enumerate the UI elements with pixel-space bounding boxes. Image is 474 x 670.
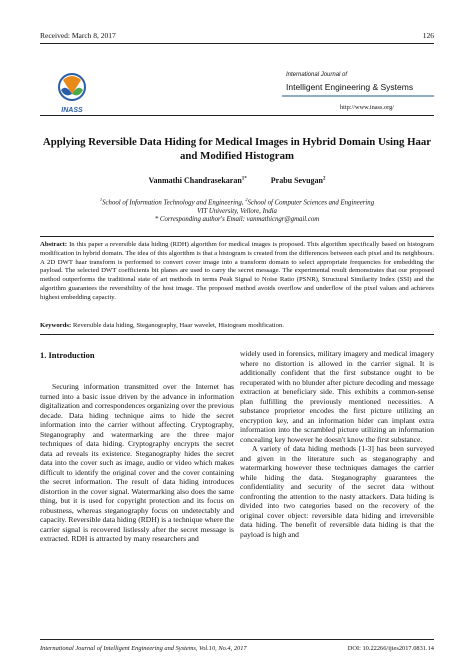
abstract-bottom-rule bbox=[40, 334, 434, 335]
column-left bbox=[40, 382, 234, 544]
title-top-rule bbox=[40, 115, 434, 116]
authors bbox=[40, 176, 434, 185]
col2-paragraph-1: widely used in forensics, military imagery and medical imagery where no distortion is allowed in the carrier signal. It is additionally confident that the first substance ought to be recuperated with no blunder after picture decoding and message extraction at beneficiary side. This exhibits a common-sense plan fulfilling the previously mentioned necessities. A substance proprietor encodes the first picture utilizing an encryption key, and an information hider can implant extra information into the scrambled picture utilizing an information concealing key however he doesn't know the first substance. bbox=[240, 349, 434, 444]
affil-university: VIT University, Vellore, India bbox=[197, 207, 277, 215]
svg-text:INASS: INASS bbox=[61, 107, 83, 114]
section-heading-introduction: 1. Introduction bbox=[40, 350, 95, 360]
keywords-text: Reversible data hiding, Steganography, Haar wavelet, Histogram modification. bbox=[72, 322, 284, 329]
author-2-sup: 2 bbox=[323, 176, 326, 182]
footer-rule bbox=[40, 639, 434, 640]
received-date: Received: March 8, 2017 bbox=[40, 31, 116, 40]
page-number: 126 bbox=[422, 31, 434, 40]
author-1-sup: 1* bbox=[241, 176, 247, 182]
affil-1: School of Information Technology and Engineering, bbox=[102, 199, 244, 207]
abstract bbox=[40, 241, 434, 302]
author-2: Prabu Sevugan bbox=[270, 176, 323, 185]
footer-journal: International Journal of Intelligent Engineering and Systems, Vol.10, No.4, 2017 bbox=[40, 645, 247, 652]
abstract-text: In this paper a reversible data hiding (RDH) algorithm for medical images is proposed. This algorithm specifically based on histogram modification in hybrid domain. The idea of this algorithm is that a histogram is created from the differences between each pixel and its neighbours. A 2D DWT haar transform is performed to convert cover image into a transform domain to select appropriate frequencies for embedding the payload. The selected DWT coefficients bit planes are used to carry the secret message. The experimental result demonstrates that our proposed method outperforms the traditional state of art methods in terms Peak Signal to Noise Ratio (PSNR), Structural Similarity Index (SSI) and the algorithm guarantees the reversibility of the host image. The proposed method avoids overflow and underflow of the pixel values and achieves highest embedding capacity. bbox=[40, 241, 435, 301]
affil-sup-2: 2 bbox=[245, 197, 248, 202]
col1-paragraph-1: Securing information transmitted over the Internet has turned into a basic issue driven by the advance in information digitalization and correspondences organizing over the previous decade. Data hiding technique aims to hide the secret information into the carrier without affecting. Cryptography, Steganography and watermarking are the three major techniques of data hiding. Cryptography encrypts the secret data ad reveals its existence. Steganography hides the secret data into the cover such as image, audio or video which makes difficult to identify the original cover and the cover containing the secret information. The result of data hiding introduces distortion in the cover signal. Watermarking also does the same thing, but it is used for copyright protection and its focus on robustness, whereas steganography focus on undetectably and capacity. Reversible data hiding (RDH) is a technique where the carrier signal is recovered listlessly after the secret message is extracted. RDH is attracted by many researchers and bbox=[40, 382, 234, 544]
keywords bbox=[40, 322, 434, 329]
paper-title: Applying Reversible Data Hiding for Medical Images in Hybrid Domain Using Haar and Modified Histogram bbox=[42, 136, 432, 162]
corresponding-author: * Corresponding author's Email: vanmathicngr@gmail.com bbox=[154, 216, 320, 224]
header-rule bbox=[40, 43, 434, 44]
affil-2: School of Computer Sciences and Engineering bbox=[247, 199, 375, 207]
journal-url: http://www.inass.org/ bbox=[340, 104, 395, 111]
inass-logo-icon bbox=[52, 70, 92, 118]
affil-sup-1: 1 bbox=[99, 197, 103, 202]
author-1: Vanmathi Chandrasekaran bbox=[148, 176, 242, 185]
abstract-top-rule bbox=[40, 236, 434, 237]
keywords-label: Keywords: bbox=[40, 322, 72, 329]
abstract-label: Abstract: bbox=[40, 241, 68, 248]
journal-subtitle: International Journal of bbox=[286, 72, 348, 78]
column-right bbox=[240, 349, 434, 539]
journal-title: Intelligent Engineering & Systems bbox=[286, 82, 414, 92]
col2-paragraph-2: A variety of data hiding methods [1-3] has been surveyed and given in the literature such as steganography and watermarking however these techniques damages the carrier while hiding the data. Steganography guarantees the confidentiality and security of the secret data without confronting the attention to the nasty attackers. Data hiding is divided into two categories based on the recovery of the original cover object: reversible data hiding and irreversible data hiding. The benefit of reversible data hiding is that the payload is high and bbox=[240, 444, 434, 539]
footer-doi: DOI: 10.22266/ijies2017.0831.14 bbox=[347, 645, 434, 652]
affiliations bbox=[40, 196, 434, 224]
